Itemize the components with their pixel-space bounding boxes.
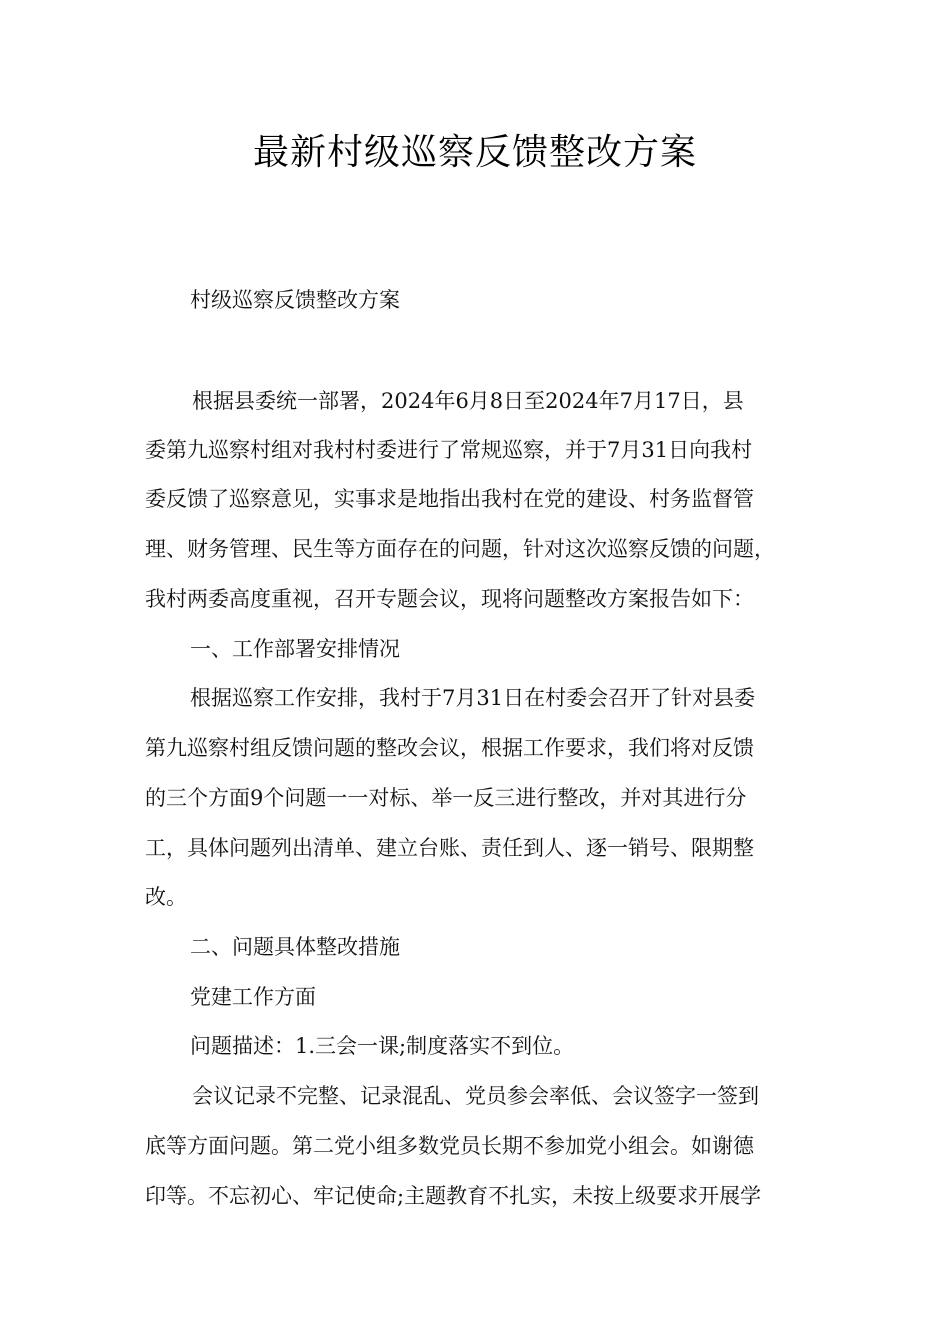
paragraph-line: 会议记录不完整、记录混乱、党员参会率低、会议签字一签到 — [192, 1084, 759, 1108]
paragraph-line: 理、财务管理、民生等方面存在的问题，针对这次巡察反馈的问题， — [145, 537, 775, 561]
paragraph-line: 第九巡察村组反馈问题的整改会议，根据工作要求，我们将对反馈 — [145, 736, 754, 760]
paragraph-line: 我村两委高度重视，召开专题会议，现将问题整改方案报告如下： — [145, 587, 754, 611]
paragraph-line: 根据巡察工作安排，我村于7月31日在村委会召开了针对县委 — [190, 686, 756, 710]
paragraph-line: 工，具体问题列出清单、建立台账、责任到人、逐一销号、限期整 — [145, 836, 754, 860]
paragraph-line: 委第九巡察村组对我村村委进行了常规巡察，并于7月31日向我村 — [145, 438, 753, 462]
paragraph-line: 印等。不忘初心、牢记使命;主题教育不扎实，未按上级要求开展学 — [145, 1184, 762, 1208]
paragraph-line: 的三个方面9个问题一一对标、举一反三进行整改，并对其进行分 — [145, 786, 747, 810]
subsection-heading: 党建工作方面 — [190, 985, 316, 1009]
section-heading: 二、问题具体整改措施 — [190, 935, 400, 959]
paragraph-line: 委反馈了巡察意见，实事求是地指出我村在党的建设、村务监督管 — [145, 487, 754, 511]
document-title: 最新村级巡察反馈整改方案 — [252, 132, 697, 173]
document-subtitle: 村级巡察反馈整改方案 — [190, 288, 400, 312]
section-heading: 一、工作部署安排情况 — [190, 637, 400, 661]
paragraph-line: 改。 — [145, 885, 187, 909]
paragraph-line: 底等方面问题。第二党小组多数党员长期不参加党小组会。如谢德 — [145, 1134, 754, 1158]
problem-description: 问题描述：1.三会一课;制度落实不到位。 — [190, 1034, 575, 1058]
paragraph-line: 根据县委统一部署，2024年6月8日至2024年7月17日，县 — [192, 389, 744, 413]
